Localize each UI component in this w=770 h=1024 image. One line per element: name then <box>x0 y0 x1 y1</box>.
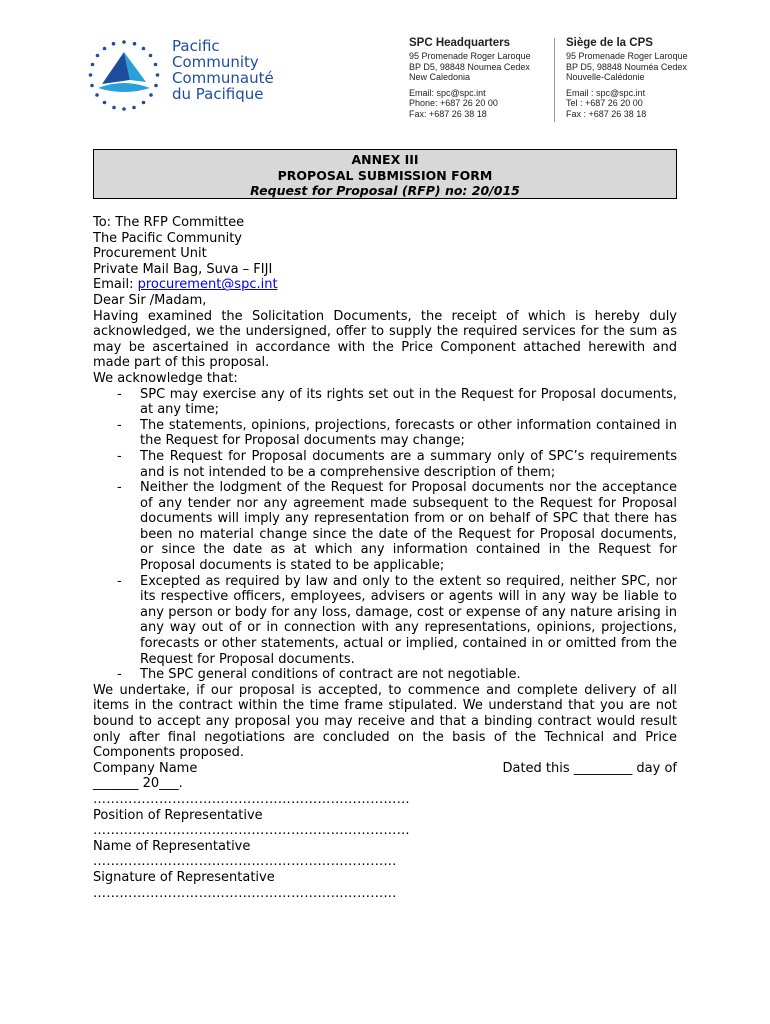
hq-address-line: 95 Promenade Roger Laroque <box>409 51 531 61</box>
email-label: Email: <box>93 277 138 293</box>
acknowledge-heading: We acknowledge that: <box>93 370 238 386</box>
letterhead-divider <box>554 38 555 122</box>
company-name-line: ……………………………………………………………… <box>93 791 410 807</box>
letter-body <box>93 215 677 901</box>
form-title-box <box>93 149 677 199</box>
hq-phone: Tel : +687 26 20 00 <box>566 98 643 108</box>
company-row <box>93 761 677 777</box>
hq-address-line: BP D5, 98848 Nouméa Cedex <box>566 61 687 72</box>
hq-address-line: 95 Promenade Roger Laroque <box>566 51 688 61</box>
list-item <box>93 449 677 480</box>
hq-address-french <box>566 36 688 119</box>
undertaking-paragraph: We undertake, if our proposal is accepted, to commence and complete delivery of all items in the contract within the time frame stipulated. We understand that you are not bound to accept any proposal you may receive and that a binding contract would result only after final negotiations are concluded on the basis of the Technical and Price Components proposed. <box>93 682 677 761</box>
list-item-text: Excepted as required by law and only to the extent so required, neither SPC, nor its respective officers, employees, advisers or agents will in any way be liable to any person or body for any loss, damage, cost or expense of any nature arising in any way out of or in connection with any representations, opinions, projections, forecasts or other statements, actual or implied, contained in or omitted from the Request for Proposal documents. <box>140 573 677 667</box>
list-item-text: Neither the lodgment of the Request for Proposal documents nor the acceptance of any tender nor any agreement made subsequent to the Request for Proposal documents will imply any representation from or on behalf of SPC that there has been no material change since the date of the Request for Proposal documents, or since the date as at which any information contained in the Request for Proposal documents is stated to be applicable; <box>140 480 677 574</box>
hq-address-line: Nouvelle-Calédonie <box>566 72 645 82</box>
representative-name-label: Name of Representative <box>93 838 251 854</box>
hq-address-line: BP D5, 98848 Noumea Cedex <box>409 61 530 72</box>
pacific-community-logo-icon <box>84 36 164 116</box>
list-item-text: The SPC general conditions of contract are not negotiable. <box>140 667 521 683</box>
hq-title: Siège de la CPS <box>566 37 653 49</box>
rfp-number: Request for Proposal (RFP) no: 20/015 <box>250 183 520 198</box>
hq-address-line: New Caledonia <box>409 72 471 82</box>
hq-phone: Phone: +687 26 20 00 <box>409 98 498 108</box>
list-item <box>93 418 677 449</box>
hq-fax: Fax: +687 26 38 18 <box>409 108 487 119</box>
addressee-org: The Pacific Community <box>93 230 242 246</box>
hq-title: SPC Headquarters <box>409 37 510 49</box>
representative-name-line: …………………………………………………………… <box>93 854 397 870</box>
list-item-text: SPC may exercise any of its rights set out in the Request for Proposal documents, at any time; <box>140 386 677 418</box>
annex-heading: ANNEX III <box>351 152 419 167</box>
org-name-line: Communauté <box>172 69 274 87</box>
list-item-text: The statements, opinions, projections, forecasts or other information contained in the Request for Proposal documents may change; <box>140 417 677 449</box>
bullet-dash: - <box>117 480 122 496</box>
bullet-dash: - <box>117 573 122 589</box>
dated-field: Dated this _________ day of <box>502 760 677 776</box>
bullet-dash: - <box>117 667 122 683</box>
addressee-email <box>93 277 677 293</box>
addressee-mail: Private Mail Bag, Suva – FIJI <box>93 261 273 277</box>
hq-email: Email: spc@spc.int <box>409 87 486 98</box>
salutation: Dear Sir /Madam, <box>93 292 207 308</box>
list-item <box>93 574 677 668</box>
list-item <box>93 387 677 418</box>
position-line: ……………………………………………………………… <box>93 823 410 839</box>
signature-line: …………………………………………………………… <box>93 885 397 901</box>
org-name-line: du Pacifique <box>172 85 264 103</box>
addressee-unit: Procurement Unit <box>93 246 207 262</box>
org-name-line: Pacific <box>172 37 220 55</box>
intro-paragraph: Having examined the Solicitation Documents, the receipt of which is hereby duly acknowledged, we the undersigned, offer to supply the required services for the sum as may be ascertained in accordance with the Price Component attached herewith and made part of this proposal. <box>93 308 677 371</box>
procurement-email-link[interactable]: procurement@spc.int <box>137 277 278 293</box>
org-name <box>172 38 274 102</box>
hq-fax: Fax : +687 26 38 18 <box>566 108 647 119</box>
list-item-text: The Request for Proposal documents are a summary only of SPC’s requirements and is not intended to be a comprehensive description of them; <box>140 448 677 480</box>
form-title: PROPOSAL SUBMISSION FORM <box>277 167 493 183</box>
bullet-dash: - <box>117 417 122 433</box>
company-name-label: Company Name <box>93 760 198 776</box>
hq-address-english <box>409 36 531 119</box>
bullet-dash: - <box>117 448 122 464</box>
acknowledgement-list <box>93 387 677 683</box>
position-label: Position of Representative <box>93 807 263 823</box>
list-item <box>93 667 677 683</box>
year-field: _______ 20___. <box>93 776 183 792</box>
addressee: To: The RFP Committee <box>93 215 245 230</box>
bullet-dash: - <box>117 386 122 402</box>
signature-label: Signature of Representative <box>93 869 275 885</box>
hq-email: Email : spc@spc.int <box>566 87 646 98</box>
org-name-line: Community <box>172 53 259 71</box>
list-item <box>93 480 677 574</box>
